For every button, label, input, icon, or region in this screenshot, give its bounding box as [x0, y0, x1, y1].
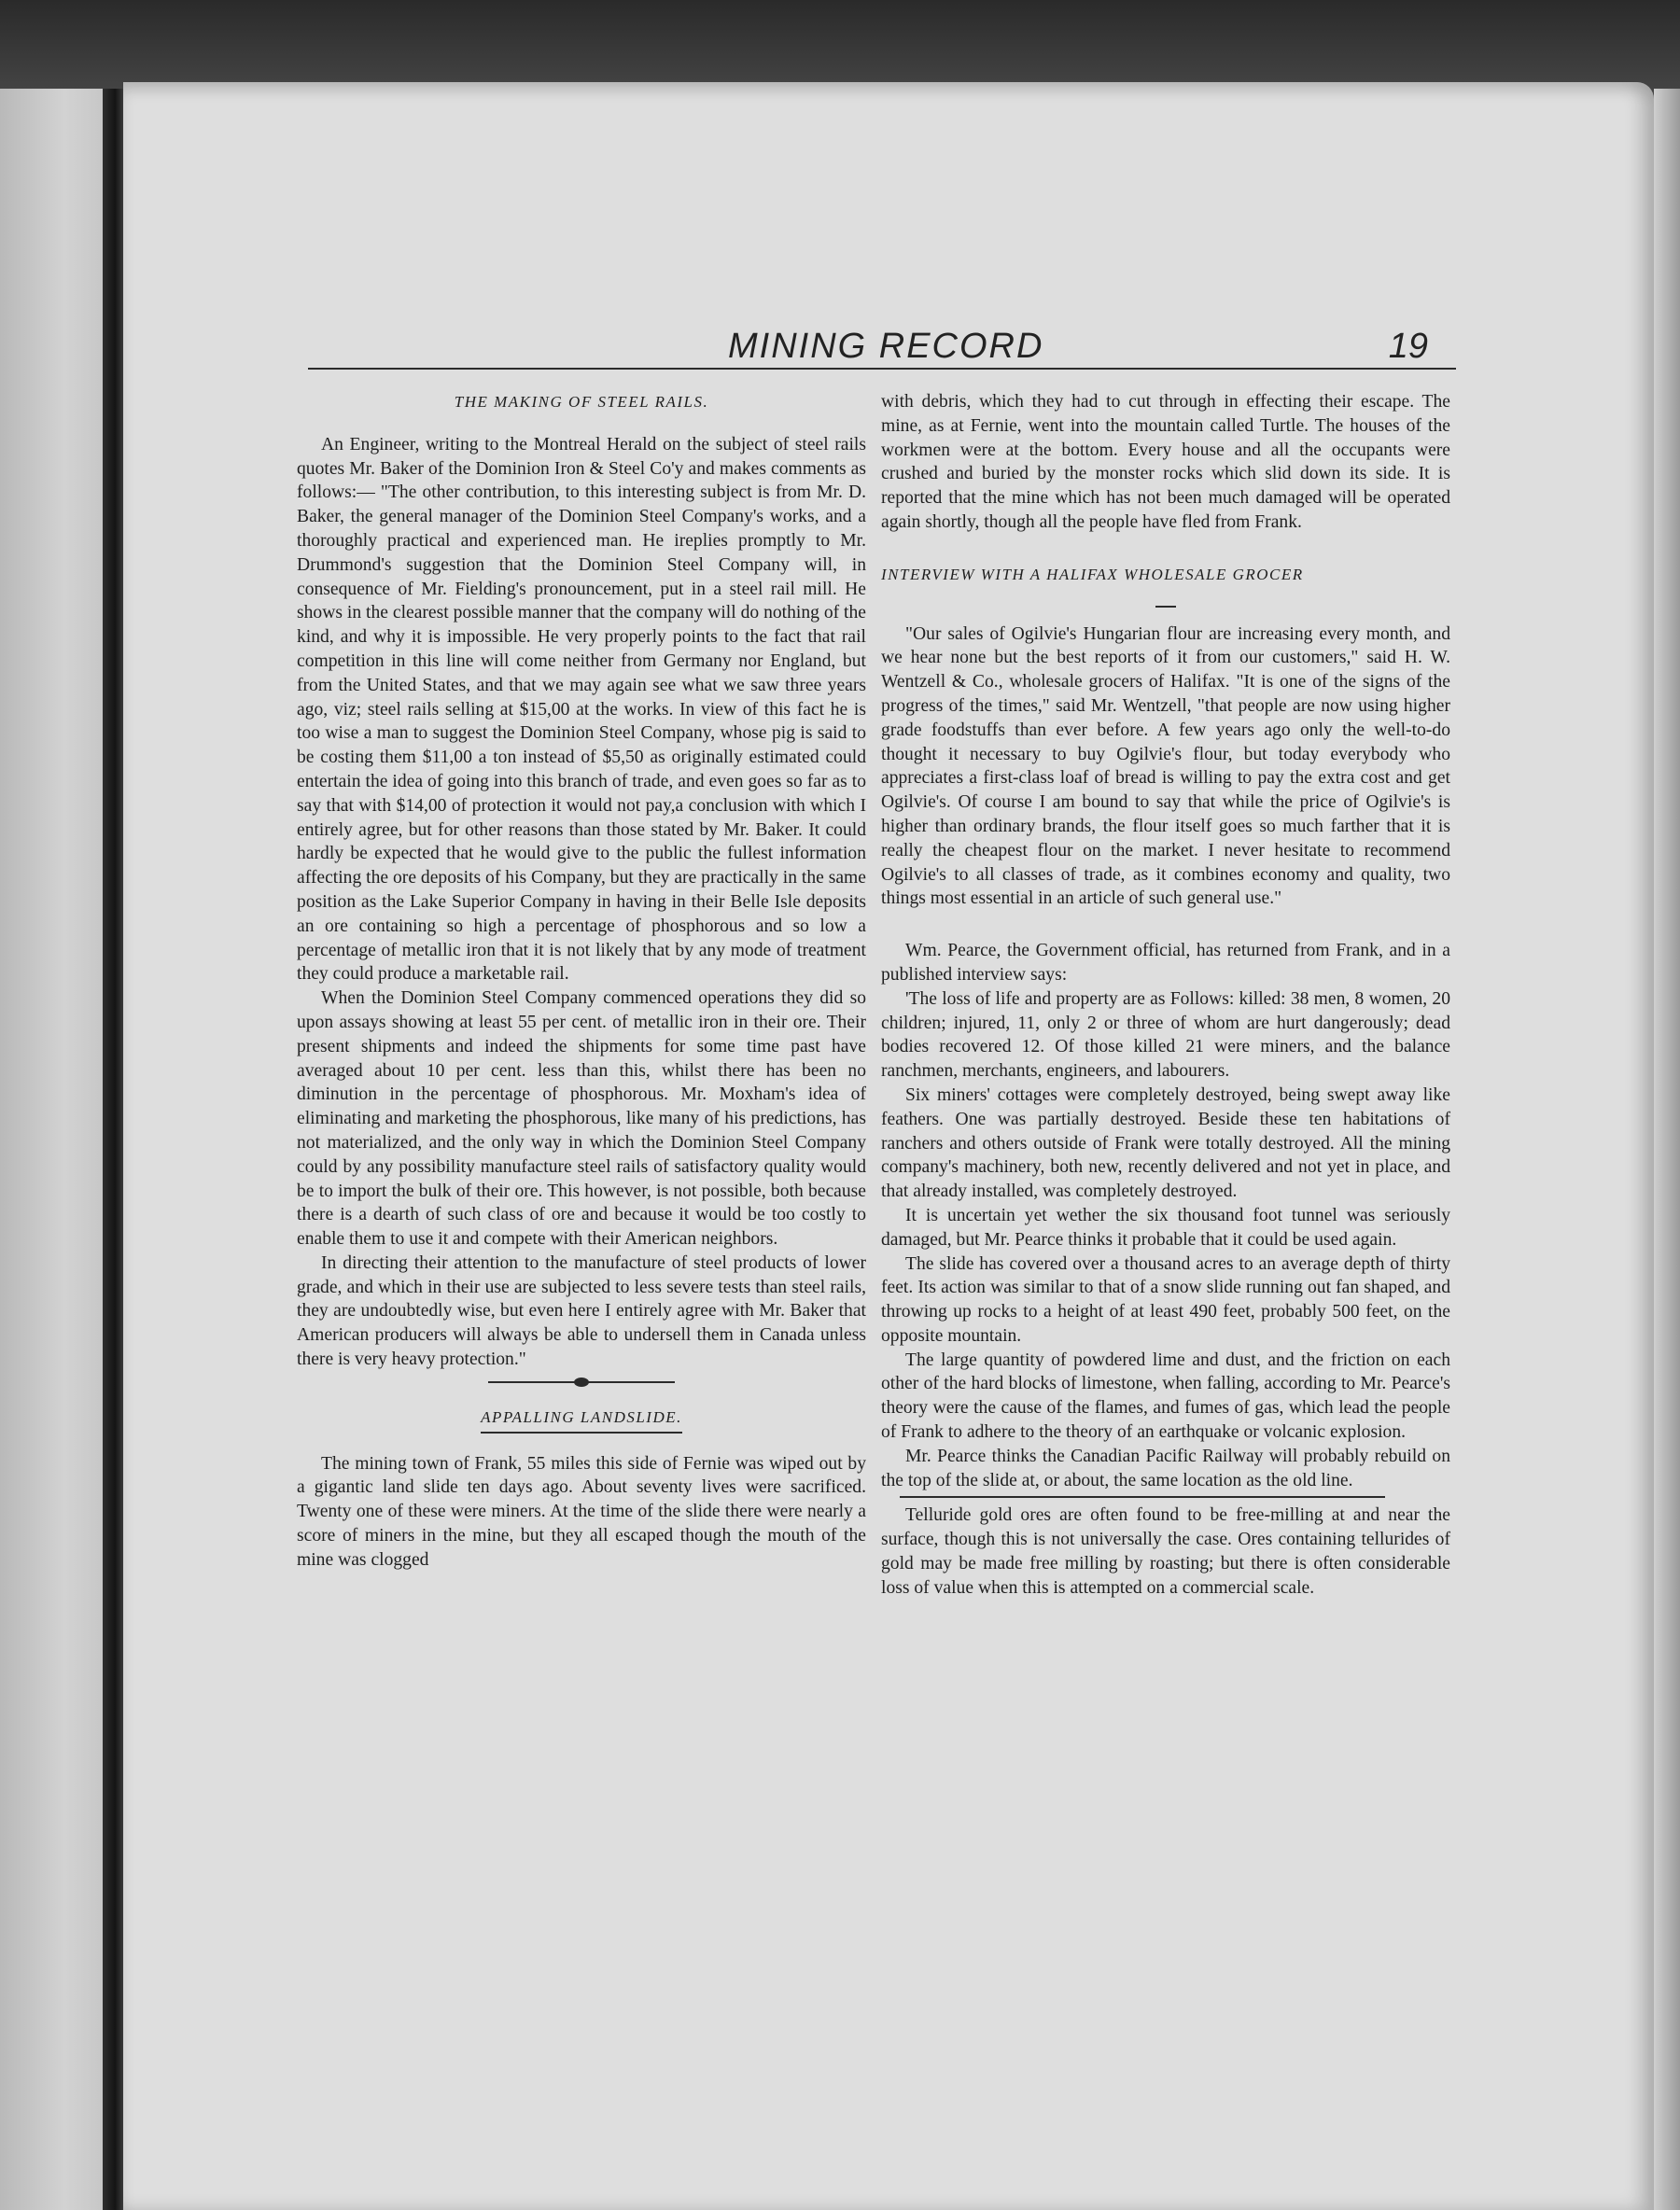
spacer — [881, 911, 1450, 939]
spacer — [881, 535, 1450, 563]
section-rule — [900, 1496, 1385, 1498]
section-divider-ornament — [488, 1376, 675, 1389]
steel-rails-paragraph: In directing their attention to the manufacture of steel products of lower grade, and which in their use are subjected to less severe tests than steel rails, they are undoubtedly wise, but even here I entirely agree with Mr. Baker that American producers will always be able to undersell them in Canada unless there is very heavy protection." — [297, 1252, 866, 1370]
pearce-paragraph: Six miners' cottages were completely destroyed, being swept away like feathers. One was partially destroyed. Beside these ten habitations of ranchers and others outside of Frank were totally destroyed. All the mining company's machinery, both new, recently delivered and not yet in place, and that already installed, was completely destroyed. — [881, 1084, 1450, 1202]
steel-rails-paragraph: When the Dominion Steel Company commenced operations they did so upon assays showing at least 55 per cent. of metallic iron in their ore. Their present shipments and indeed the shipments for some time past have averaged about 10 per cent. less than this, whilst there has been no diminution in the percentage of phosphorous. Mr. Moxham's idea of eliminating and marketing the phosphorous, like many of his predictions, has not materialized, and the only way in which the Dominion Steel Company could by any possibility manufacture steel rails of satisfactory quality would be to import the bulk of their ore. This however, is not possible, both because there is a dearth of such class of ore and because it would be too costly to enable them to use it and compete with their American neighbors. — [297, 988, 866, 1250]
landslide-title-wrap — [297, 1406, 866, 1434]
title-rule — [1155, 606, 1176, 608]
book-gutter — [103, 89, 123, 2210]
interview-title: INTERVIEW WITH A HALIFAX WHOLESALE GROCER — [881, 565, 1304, 583]
running-header — [308, 327, 1456, 370]
interview-paragraph: "Our sales of Ogilvie's Hungarian flour are increasing every month, and we hear none but the best reports of it from our customers," said H. W. Wentzell & Co., wholesale grocers of Halifax. "It is one of the signs of the progress of the times," said Mr. Wentzell, "that people are now using higher grade foodstuffs than ever before. A few years ago only the well-to-do thought it necessary to buy Ogilvie's flour, but today everybody who appreciates a first-class loaf of bread is willing to pay the extra cost and get Ogilvie's. Of course I am bound to say that while the price of Ogilvie's is higher than ordinary brands, the flour itself goes so much farther that it is really the cheapest flour on the market. I never hesitate to recommend Ogilvie's to all classes of trade, as it combines economy and quality, two things most essential in an article of such general use." — [881, 623, 1450, 909]
landslide-title: APPALLING LANDSLIDE. — [481, 1406, 682, 1434]
left-column — [297, 390, 866, 1573]
page-right-edge — [1654, 89, 1680, 2210]
running-title: MINING RECORD — [728, 327, 1044, 366]
right-column — [881, 390, 1450, 1601]
pearce-paragraph: The large quantity of powdered lime and dust, and the friction on each other of the hard blocks of limestone, when falling, according to Mr. Pearce's theory were the cause of the flames, and fumes of gas, which lead the people of Frank to adhere to the theory of an earthquake or volcanic explosion. — [881, 1350, 1450, 1443]
landslide-paragraph: The mining town of Frank, 55 miles this side of Fernie was wiped out by a gigantic land slide ten days ago. About seventy lives were sacrificed. Twenty one of these were miners. At the time of the slide there were nearly a score of miners in the mine, but they all escaped though the mouth of the mine was clogged — [297, 1453, 866, 1570]
pearce-paragraph: Mr. Pearce thinks the Canadian Pacific Railway will probably rebuild on the top of the slide at, or about, the same location as the old line. — [881, 1446, 1450, 1490]
steel-rails-title: THE MAKING OF STEEL RAILS. — [454, 393, 709, 411]
steel-rails-paragraph: An Engineer, writing to the Montreal Herald on the subject of steel rails quotes Mr. Baker of the Dominion Iron & Steel Co'y and makes comments as follows:— "The other contribution, to this interesting subject is from Mr. D. Baker, the general manager of the Dominion Steel Company's works, and a thoroughly practical and experienced man. He ireplies promptly to Mr. Drummond's suggestion that the Dominion Steel Company will, in consequence of Mr. Fielding's pronouncement, put in a steel rail mill. He shows in the clearest possible manner that the company will do nothing of the kind, and why it is impossible. He very properly points to the fact that rail competition in this line will come neither from Germany nor England, but from the United States, and that we may again see what we saw three years ago, viz; steel rails selling at $15,00 at the works. In view of this fact he is too wise a man to suggest the Dominion Steel Company, whose pig is said to be costing them $11,00 a ton instead of $5,50 as originally estimated could entertain the idea of going into this branch of trade, and even goes so far as to say that with $14,00 of protection it would not pay,a conclusion with which I entirely agree, but for other reasons than those stated by Mr. Baker. It could hardly be expected that he would give to the public the fullest information affecting the ore deposits of his Company, but they are practically in the same position as the Lake Superior Company in having in their Belle Isle deposits an ore containing so high a percentage of phosphorous and so low a percentage of metallic iron that it is not likely that by any mode of treatment they could produce a marketable rail. — [297, 434, 866, 985]
facing-page-edge — [0, 89, 107, 2210]
pearce-paragraph: 'The loss of life and property are as Follows: killed: 38 men, 8 women, 20 children; injured, 11, only 2 or three of whom are hurt dangerously; dead bodies recovered 12. Of those killed 21 were miners, and the balance ranchmen, merchants, engineers, and labourers. — [881, 988, 1450, 1082]
pearce-paragraph: It is uncertain yet wether the six thousand foot tunnel was seriously damaged, but Mr. Pearce thinks it probable that it could be used again. — [881, 1205, 1450, 1250]
telluride-paragraph: Telluride gold ores are often found to be free-milling at and near the surface, though this is not universally the case. Ores containing tellurides of gold may be made free milling by roasting; but there is often considerable loss of value when this is attempted on a commercial scale. — [881, 1505, 1450, 1598]
landslide-continued-paragraph: with debris, which they had to cut through in effecting their escape. The mine, as at Fernie, went into the mountain called Turtle. The houses of the workmen were at the bottom. Every house and all the occupants were crushed and buried by the monster rocks which slid down its side. It is reported that the mine which has not been much damaged will be operated again shortly, though all the people have fled from Frank. — [881, 392, 1450, 532]
pearce-paragraph: The slide has covered over a thousand acres to an average depth of thirty feet. Its action was similar to that of a snow slide running out fan shaped, and throwing up rocks to a height of at least 490 feet, probably 500 feet, on the opposite mountain. — [881, 1253, 1450, 1346]
page-number: 19 — [1388, 327, 1428, 366]
pearce-paragraph: Wm. Pearce, the Government official, has returned from Frank, and in a published interview says: — [881, 941, 1450, 985]
